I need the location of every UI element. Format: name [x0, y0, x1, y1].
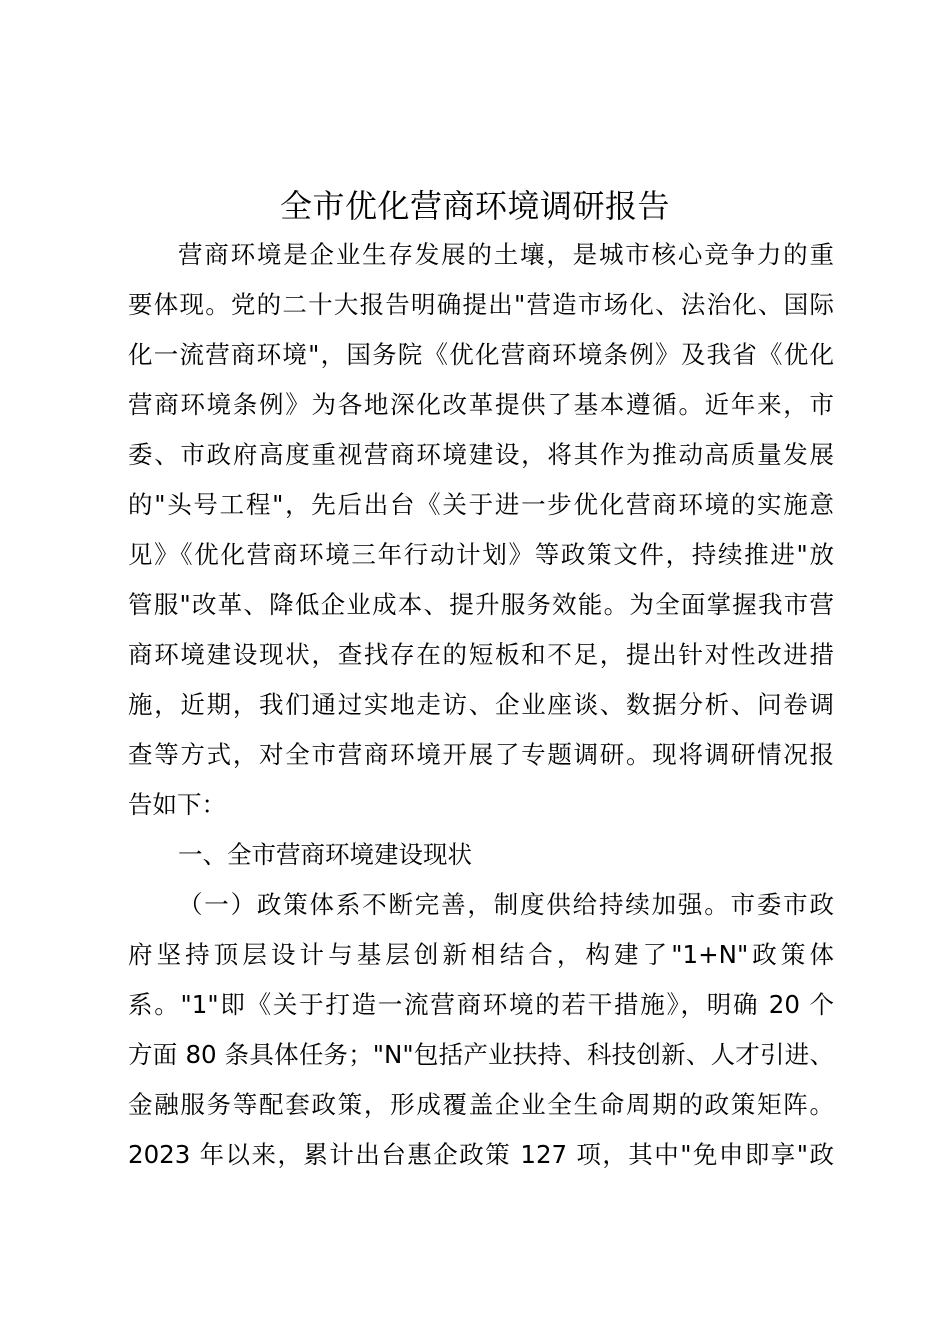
paragraph-line: 方面 80 条具体任务；"N"包括产业扶持、科技创新、人才引进、	[128, 1040, 834, 1069]
paragraph-line: 委、市政府高度重视营商环境建设，将其作为推动高质量发展	[128, 440, 834, 469]
paragraph-line: 府坚持顶层设计与基层创新相结合，构建了"1+N"政策体	[128, 940, 834, 969]
document-title: 全市优化营商环境调研报告	[279, 187, 670, 225]
paragraph-line: 告如下：	[128, 790, 226, 819]
paragraph-line: 化一流营商环境"，国务院《优化营商环境条例》及我省《优化	[128, 340, 834, 369]
paragraph-line: 查等方式，对全市营商环境开展了专题调研。现将调研情况报	[128, 740, 834, 769]
paragraph-line: 营商环境是企业生存发展的土壤，是城市核心竞争力的重	[178, 240, 834, 269]
paragraph-line: 系。"1"即《关于打造一流营商环境的若干措施》，明确 20 个	[128, 990, 834, 1019]
paragraph-line: 商环境建设现状，查找存在的短板和不足，提出针对性改进措	[128, 640, 834, 669]
paragraph-line: 管服"改革、降低企业成本、提升服务效能。为全面掌握我市营	[128, 590, 834, 619]
paragraph-line: 要体现。党的二十大报告明确提出"营造市场化、法治化、国际	[128, 290, 834, 319]
paragraph-line: 营商环境条例》为各地深化改革提供了基本遵循。近年来，市	[128, 390, 834, 419]
paragraph-line: 金融服务等配套政策，形成覆盖企业全生命周期的政策矩阵。	[128, 1090, 834, 1119]
section-heading: 一、全市营商环境建设现状	[178, 840, 472, 869]
paragraph-line: 施，近期，我们通过实地走访、企业座谈、数据分析、问卷调	[128, 690, 834, 719]
paragraph-line: （一）政策体系不断完善，制度供给持续加强。市委市政	[178, 890, 834, 919]
paragraph-line: 2023 年以来，累计出台惠企政策 127 项，其中"免申即享"政	[128, 1140, 834, 1169]
paragraph-line: 的"头号工程"，先后出台《关于进一步优化营商环境的实施意	[128, 490, 834, 519]
paragraph-line: 见》《优化营商环境三年行动计划》等政策文件，持续推进"放	[128, 540, 834, 569]
